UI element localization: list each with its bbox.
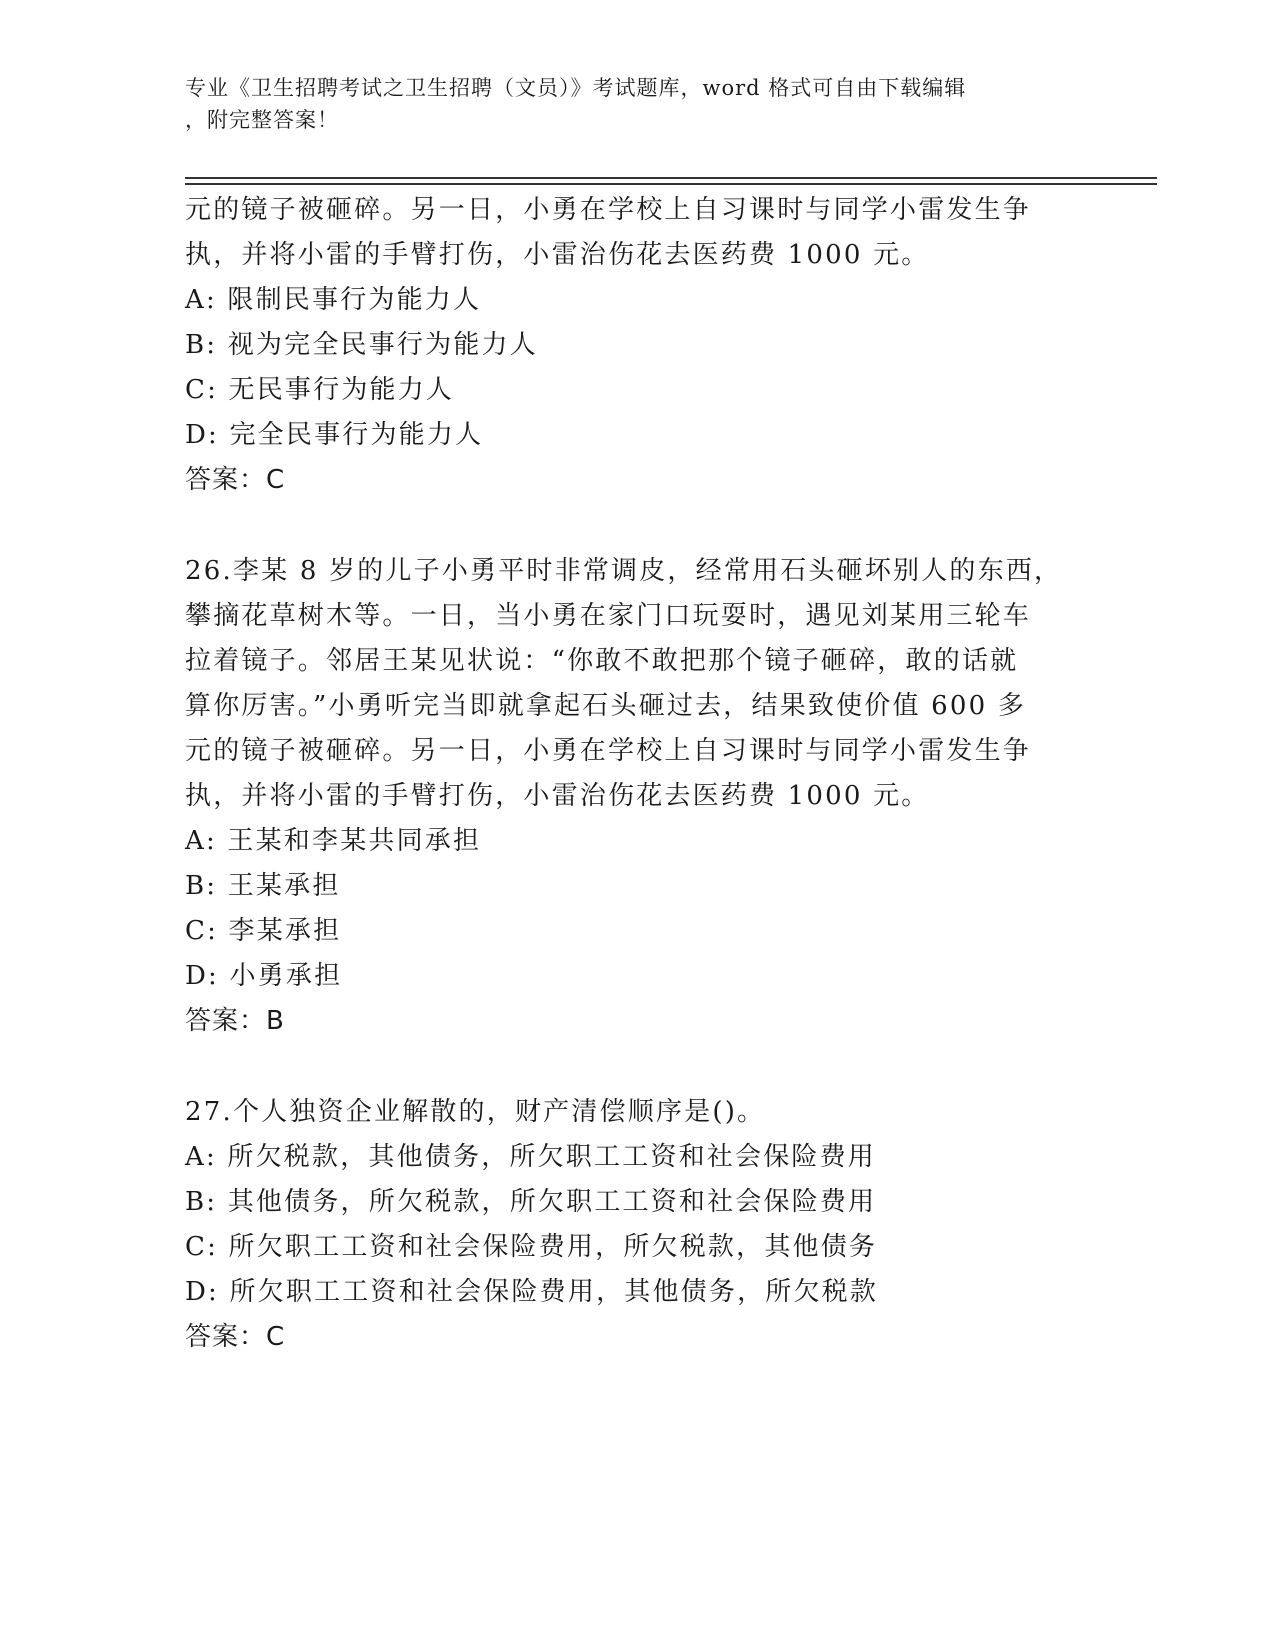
option-c: C: 无民事行为能力人 [185,375,455,405]
document-body [185,188,1075,1360]
spacer [185,503,1075,549]
option-d: D: 所欠职工工资和社会保险费用，其他债务，所欠税款 [185,1277,879,1307]
option-b: B: 其他债务，所欠税款，所欠职工工资和社会保险费用 [185,1187,877,1217]
document-header [185,72,1075,136]
header-divider-bottom [185,183,1157,185]
question-stem-line: 算你厉害。”小勇听完当即就拿起石头砸过去，结果致使价值 600 多 [185,691,1027,721]
answer: 答案：C [185,1322,286,1352]
question-stem-line: 攀摘花草树木等。一日，当小勇在家门口玩耍时，遇见刘某用三轮车 [185,601,1032,631]
option-a: A: 王某和李某共同承担 [185,826,482,856]
option-b: B: 王某承担 [185,871,341,901]
question-stem-line: 执，并将小雷的手臂打伤，小雷治伤花去医药费 1000 元。 [185,781,930,811]
answer: 答案：C [185,465,286,495]
header-line-1: 专业《卫生招聘考试之卫生招聘（文员）》考试题库，word 格式可自由下载编辑 [185,76,967,100]
header-line-2: ，附完整答案！ [185,108,339,132]
question-stem-line: 27.个人独资企业解散的，财产清偿顺序是()。 [185,1097,766,1127]
option-a: A: 所欠税款，其他债务，所欠职工工资和社会保险费用 [185,1142,877,1172]
option-d: D: 小勇承担 [185,961,343,991]
question-25 [185,188,1075,503]
option-b: B: 视为完全民事行为能力人 [185,330,538,360]
option-c: C: 所欠职工工资和社会保险费用，所欠税款，其他债务 [185,1232,878,1262]
question-stem-line: 元的镜子被砸碎。另一日，小勇在学校上自习课时与同学小雷发生争 [185,736,1032,766]
option-a: A: 限制民事行为能力人 [185,285,482,315]
question-27 [185,1090,1075,1360]
option-c: C: 李某承担 [185,916,342,946]
question-stem-line: 元的镜子被砸碎。另一日，小勇在学校上自习课时与同学小雷发生争 [185,195,1032,225]
header-divider-top [185,177,1157,179]
question-26 [185,549,1075,1044]
question-stem-line: 执，并将小雷的手臂打伤，小雷治伤花去医药费 1000 元。 [185,240,930,270]
question-stem-line: 拉着镜子。邻居王某见状说：“你敢不敢把那个镜子砸碎，敢的话就 [185,646,1019,676]
question-stem-line: 26.李某 8 岁的儿子小勇平时非常调皮，经常用石头砸坏别人的东西， [185,556,1063,586]
option-d: D: 完全民事行为能力人 [185,420,484,450]
answer: 答案：B [185,1006,285,1036]
spacer [185,1044,1075,1090]
